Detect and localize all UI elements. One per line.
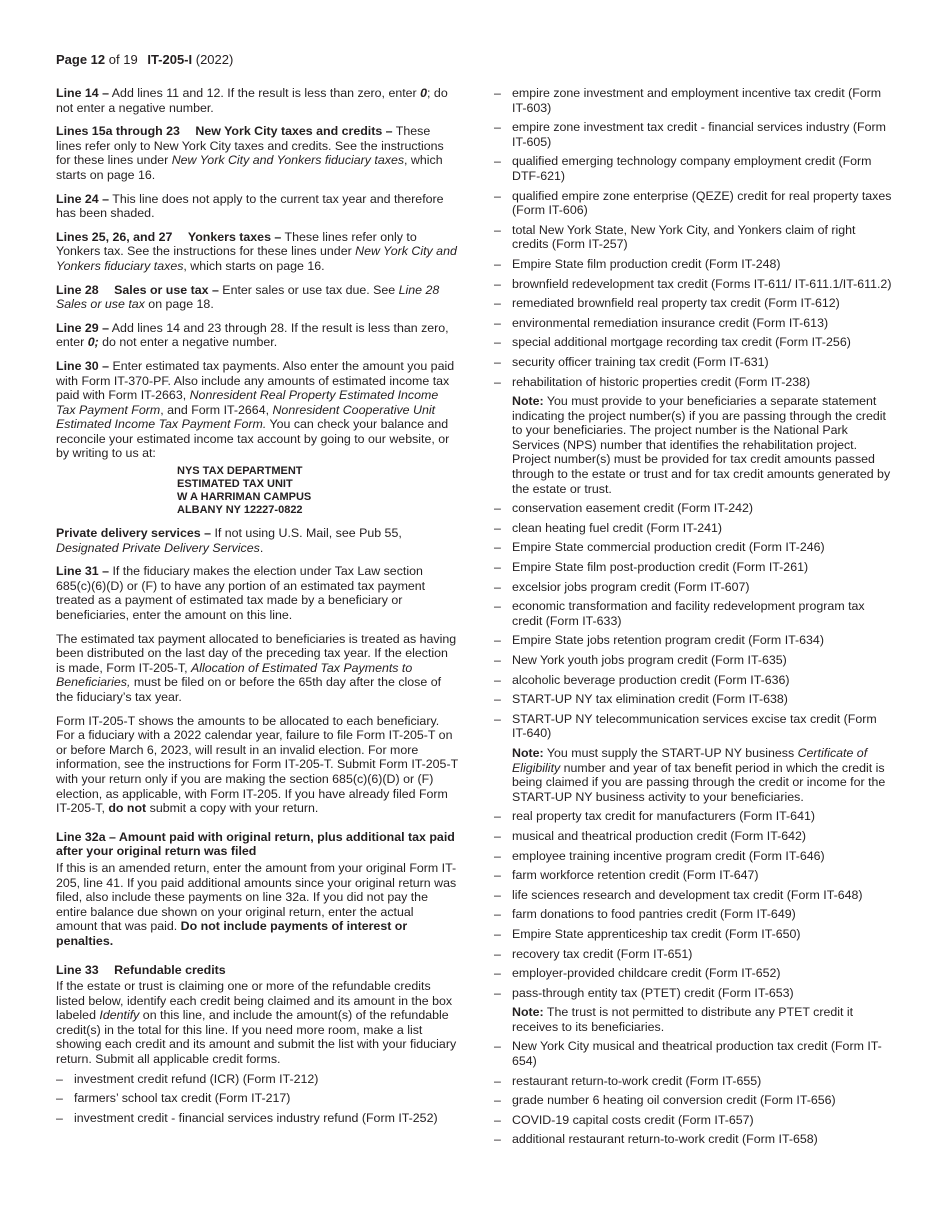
line29-para: Line 29 – Add lines 14 and 23 through 28. If the result is less than zero, enter 0; do not enter a negative number. (56, 320, 449, 350)
credit-text: additional restaurant return-to-work credit (Form IT-658) (512, 1132, 818, 1147)
list-item (494, 355, 894, 370)
list-dash: – (494, 374, 501, 389)
credit-text: COVID-19 capital costs credit (Form IT-657) (512, 1112, 754, 1127)
list-item (494, 966, 894, 981)
credit-text: empire zone investment tax credit - financial services industry (Form IT-605) (512, 120, 886, 149)
list-dash: – (494, 256, 501, 271)
list-item: – investment credit refund (ICR) (Form IT-212) (56, 1071, 319, 1086)
estimated-payment-para: The estimated tax payment allocated to beneficiaries is treated as having been distributed on the last day of the preceding tax year. If the election is made, Form IT-205-T, Allocation of Estimated Tax Payments to Beneficiaries, must be filed on or before the 65th day after the close of the fiduciary’s tax year. (56, 631, 457, 704)
list-dash: – (494, 520, 501, 535)
credit-text: economic transformation and facility redevelopment program tax credit (Form IT-633) (512, 599, 865, 628)
list-item (494, 120, 894, 149)
list-item (494, 257, 894, 272)
credit-text: New York youth jobs program credit (Form IT-635) (512, 653, 787, 667)
credit-text: qualified empire zone enterprise (QEZE) credit for real property taxes (Form IT-606) (512, 188, 892, 218)
list-item (494, 540, 894, 555)
list-item (494, 868, 894, 883)
list-dash: – (494, 809, 501, 824)
credit-text: excelsior jobs program credit (Form IT-607) (512, 579, 750, 594)
list-item (494, 86, 894, 115)
left-column (56, 86, 458, 1130)
credit-text: grade number 6 heating oil conversion credit (Form IT-656) (512, 1093, 836, 1108)
credit-text: life sciences research and development tax credit (Form IT-648) (512, 887, 863, 902)
credit-text: START-UP NY tax elimination credit (Form IT-638) (512, 692, 788, 707)
list-dash: – (494, 672, 501, 687)
list-dash: – (494, 1112, 501, 1127)
list-item (494, 1093, 894, 1108)
list-dash: – (494, 222, 501, 237)
list-item (494, 829, 894, 844)
list-dash: – (494, 966, 501, 981)
credit-text: Empire State film post-production credit (Form IT-261) (512, 560, 809, 575)
credit-text: farm donations to food pantries credit (Form IT-649) (512, 907, 796, 922)
list-item (494, 296, 894, 311)
list-dash: – (494, 907, 501, 922)
list-dash: – (494, 1132, 501, 1147)
line32a-para: If this is an amended return, enter the amount from your original Form IT-205, line 41. If you paid additional amounts since your original return was filed, also include these payments on line 32a. If you did not pay the entire balance due shown on your original return, enter the actual amount that was paid. Do not include payments of interest or penalties. (56, 860, 457, 948)
list-dash: – (494, 315, 501, 330)
credit-text: special additional mortgage recording tax credit (Form IT-256) (512, 335, 851, 350)
line14-para: Line 14 – Add lines 11 and 12. If the result is less than zero, enter 0; do not enter a negative number. (56, 86, 448, 115)
credit-text: Empire State film production credit (Form IT-248) (512, 256, 781, 271)
list-dash: – (494, 926, 501, 941)
list-item (494, 316, 894, 331)
list-item (494, 712, 894, 741)
page-number: Page 12 (56, 52, 106, 67)
line31-para: Line 31 – If the fiduciary makes the election under Tax Law section 685(c)(6)(D) or (F) to have any portion of an estimated tax payment treated as a payment of estimated tax made by a beneficiary or beneficiaries, enter the amount on this line. (56, 564, 426, 623)
private-delivery-para: Private delivery services – If not using U.S. Mail, see Pub 55, Designated Private Delivery Services. (56, 526, 402, 555)
list-item (494, 633, 894, 648)
list-item (494, 154, 894, 183)
credit-text: musical and theatrical production credit (Form IT-642) (512, 828, 807, 843)
list-item (494, 521, 894, 536)
list-dash: – (494, 946, 501, 961)
list-dash: – (494, 540, 501, 555)
line28-para: Line 28 Sales or use tax – Enter sales or use tax due. See Line 28 Sales or use tax on page 18. (56, 282, 440, 312)
line30-para: Line 30 – Enter estimated tax payments. Also enter the amount you paid with Form IT-370-PF. Also include any amounts of estimated income tax paid with Form IT-2663, Nonresident Real Property Estimated Income Tax Payment Form, and Form IT-2664, Nonresident Cooperative Unit Estimated Income Tax Payment Form. You can check your balance and reconcile your estimated income tax account by going to our website, or by writing to us at: (56, 358, 455, 461)
credit-text: remediated brownfield real property tax credit (Form IT-612) (512, 296, 840, 311)
note-historic: Note: You must provide to your beneficiaries a separate statement indicating the project number(s) if you are passing through the credit to your beneficiaries. The project number is the National Park Services (NPS) number that identifies the rehabilitation project. Project number(s) must be provided for tax credit amounts passed through to the estate or trust and for tax credit amounts generated by the estate or trust. (512, 394, 891, 496)
credit-text: START-UP NY telecommunication services excise tax credit (Form IT-640) (512, 711, 877, 741)
credit-text: empire zone investment and employment incentive tax credit (Form IT-603) (512, 86, 882, 115)
credit-text: pass-through entity tax (PTET) credit (Form IT-653) (512, 985, 794, 1000)
list-dash: – (494, 276, 501, 291)
list-item (494, 1113, 894, 1128)
list-dash: – (494, 887, 501, 902)
credit-text: conservation easement credit (Form IT-242) (512, 501, 754, 516)
credit-text: employer-provided childcare credit (Form IT-652) (512, 966, 781, 981)
list-item (494, 335, 894, 350)
list-dash: – (494, 711, 501, 726)
credit-text: recovery tax credit (Form IT-651) (512, 946, 693, 961)
list-dash: – (494, 560, 501, 575)
list-item (494, 1132, 894, 1147)
credit-text: real property tax credit for manufacturers (Form IT-641) (512, 809, 815, 824)
list-item (494, 673, 894, 688)
line33-heading: Line 33 Refundable credits (56, 962, 226, 977)
list-item (494, 223, 894, 252)
list-dash: – (494, 154, 501, 169)
list-dash: – (494, 501, 501, 516)
list-item (494, 986, 894, 1001)
line24-para: Line 24 – This line does not apply to the current tax year and therefore has been shaded. (56, 191, 444, 221)
list-item (494, 888, 894, 903)
credit-text: clean heating fuel credit (Form IT-241) (512, 520, 723, 535)
list-item (494, 189, 894, 218)
credit-text: farm workforce retention credit (Form IT-647) (512, 868, 759, 883)
page-count: of 19 (108, 52, 138, 67)
credit-text: Empire State jobs retention program credit (Form IT-634) (512, 633, 824, 648)
line25-para: Lines 25, 26, and 27 Yonkers taxes – These lines refer only to Yonkers tax. See the instructions for these lines under New York City and Yonkers fiduciary taxes, which starts on page 16. (56, 229, 457, 273)
list-item (494, 1074, 894, 1089)
list-dash: – (494, 1073, 501, 1088)
list-item (494, 1039, 894, 1068)
mailing-address: NYS TAX DEPARTMENT ESTIMATED TAX UNIT W A HARRIMAN CAMPUS ALBANY NY 12227-0822 (177, 465, 312, 517)
list-item (494, 599, 894, 628)
list-item (494, 947, 894, 962)
credit-text: employee training incentive program credit (Form IT-646) (512, 848, 825, 863)
list-dash: – (494, 633, 501, 648)
credit-text: total New York State, New York City, and Yonkers claim of right credits (Form IT-257) (512, 222, 856, 252)
list-item: – farmers’ school tax credit (Form IT-217) (56, 1091, 291, 1106)
list-dash: – (494, 579, 501, 594)
right-column (494, 86, 894, 1152)
list-dash: – (494, 120, 501, 135)
list-item: – investment credit - financial services industry refund (Form IT-252) (56, 1110, 438, 1125)
list-dash: – (494, 354, 501, 369)
list-item (494, 580, 894, 595)
list-dash: – (494, 296, 501, 311)
note-ptet: Note: The trust is not permitted to distribute any PTET credit it receives to its beneficiaries. (512, 1005, 854, 1034)
note-startup: Note: You must supply the START-UP NY business Certificate of Eligibility number and year of tax benefit period in which the credit is being claimed if you are passing through the credit or income for the START-UP NY business activity to your beneficiaries. (512, 745, 886, 804)
credit-text: rehabilitation of historic properties credit (Form IT-238) (512, 374, 811, 389)
list-dash: – (494, 985, 501, 1000)
list-item (494, 907, 894, 922)
list-item (494, 560, 894, 575)
credit-text: qualified emerging technology company employment credit (Form DTF-621) (512, 154, 872, 183)
list-item (494, 375, 894, 390)
list-dash: – (494, 1039, 501, 1054)
list-item (494, 653, 894, 668)
line32a-heading: Line 32a – Amount paid with original return, plus additional tax paid after your original return was filed (56, 829, 455, 859)
credit-text: alcoholic beverage production credit (Form IT-636) (512, 672, 790, 687)
form-number: IT-205-I (147, 52, 193, 67)
credit-text: Empire State apprenticeship tax credit (Form IT-650) (512, 926, 801, 941)
line15-para: Lines 15a through 23 New York City taxes and credits – These lines refer only to New York City taxes and credits. See the instructions for these lines under New York City and Yonkers fiduciary taxes, which starts on page 16. (56, 124, 444, 182)
list-dash: – (494, 828, 501, 843)
form-it205t-para: Form IT-205-T shows the amounts to be allocated to each beneficiary. For a fiduciary with a 2022 calendar year, failure to file Form IT-205-T on or before March 6, 2023, will result in an invalid election. For more information, see the instructions for Form IT-205-T. Submit Form IT-205-T with your return only if you are making the section 685(c)(6)(D) or (F) election, as applicable, with Form IT-205. If you have already filed Form IT-205-T, do not submit a copy with your return. (56, 713, 458, 816)
list-dash: – (494, 1093, 501, 1108)
form-year: (2022) (195, 52, 234, 67)
credit-text: restaurant return-to-work credit (Form IT-655) (512, 1073, 762, 1088)
list-dash: – (494, 692, 501, 707)
list-item (494, 809, 894, 824)
list-item (494, 927, 894, 942)
list-dash: – (494, 188, 501, 203)
list-item (494, 277, 894, 292)
credit-text: Empire State commercial production credit (Form IT-246) (512, 540, 825, 555)
list-dash: – (494, 335, 501, 350)
list-dash: – (494, 848, 501, 863)
line33-para: If the estate or trust is claiming one or more of the refundable credits listed below, identify each credit being claimed and its amount in the box labeled Identify on this line, and include the amount(s) of the refundable credit(s) in the total for this line. If you need more room, make a list showing each credit and its amount and submit the list with your fiduciary return. Submit all applicable credit forms. (56, 979, 457, 1067)
list-dash: – (494, 653, 501, 667)
list-dash: – (494, 86, 501, 100)
credit-text: security officer training tax credit (Form IT-631) (512, 354, 769, 369)
page-header (56, 53, 233, 68)
list-item (494, 501, 894, 516)
list-item (494, 849, 894, 864)
credit-text: brownfield redevelopment tax credit (Forms IT-611/ IT-611.1/IT-611.2) (512, 276, 892, 291)
list-dash: – (494, 868, 501, 883)
credit-text: New York City musical and theatrical production tax credit (Form IT-654) (512, 1039, 882, 1069)
credit-text: environmental remediation insurance credit (Form IT-613) (512, 315, 829, 330)
list-item (494, 692, 894, 707)
list-dash: – (494, 599, 501, 614)
